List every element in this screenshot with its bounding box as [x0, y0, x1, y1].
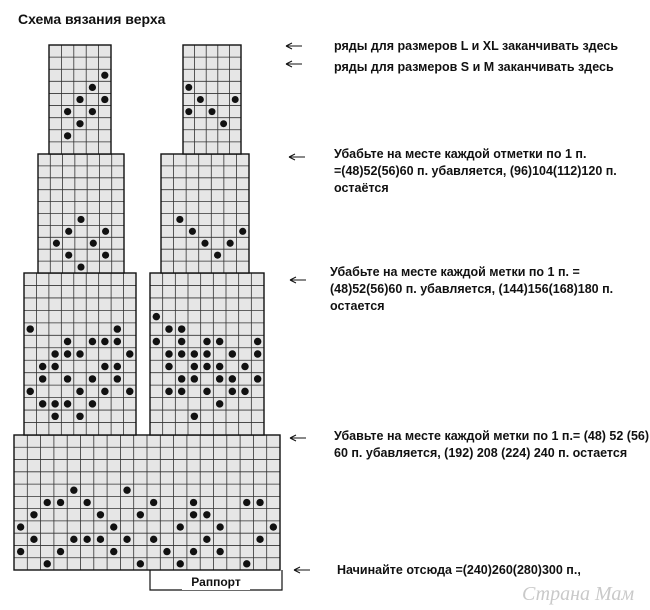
decrease-mark-dot	[102, 252, 109, 259]
decrease-mark-dot	[26, 388, 33, 395]
decrease-mark-dot	[209, 108, 216, 115]
decrease-mark-dot	[51, 413, 58, 420]
decrease-mark-dot	[178, 325, 185, 332]
decrease-mark-dot	[137, 511, 144, 518]
decrease-mark-dot	[76, 388, 83, 395]
decrease-mark-dot	[70, 536, 77, 543]
decrease-mark-dot	[216, 338, 223, 345]
decrease-mark-dot	[126, 350, 133, 357]
decrease-mark-dot	[65, 252, 72, 259]
decrease-mark-dot	[89, 400, 96, 407]
decrease-mark-dot	[243, 560, 250, 567]
decrease-mark-dot	[30, 536, 37, 543]
decrease-mark-dot	[97, 536, 104, 543]
knitting-chart	[14, 45, 280, 570]
decrease-mark-dot	[229, 350, 236, 357]
decrease-mark-dot	[178, 375, 185, 382]
decrease-mark-dot	[241, 388, 248, 395]
decrease-mark-dot	[64, 108, 71, 115]
decrease-mark-dot	[137, 560, 144, 567]
decrease-mark-dot	[39, 375, 46, 382]
decrease-mark-dot	[232, 96, 239, 103]
decrease-mark-dot	[256, 499, 263, 506]
chart-title: Схема вязания верха	[18, 11, 166, 27]
arrow-decrease-3	[290, 435, 306, 441]
decrease-mark-dot	[57, 499, 64, 506]
decrease-mark-dot	[64, 375, 71, 382]
decrease-mark-dot	[101, 72, 108, 79]
decrease-mark-dot	[220, 120, 227, 127]
decrease-mark-dot	[163, 548, 170, 555]
decrease-mark-dot	[89, 108, 96, 115]
decrease-mark-dot	[197, 96, 204, 103]
grid-section-bottom	[14, 435, 280, 570]
decrease-mark-dot	[165, 325, 172, 332]
decrease-mark-dot	[177, 560, 184, 567]
decrease-mark-dot	[214, 252, 221, 259]
decrease-mark-dot	[51, 363, 58, 370]
decrease-mark-dot	[216, 400, 223, 407]
decrease-mark-dot	[177, 523, 184, 530]
decrease-mark-dot	[178, 338, 185, 345]
decrease-mark-dot	[57, 548, 64, 555]
decrease-mark-dot	[101, 96, 108, 103]
decrease-mark-dot	[83, 499, 90, 506]
decrease-mark-dot	[39, 363, 46, 370]
decrease-mark-dot	[190, 548, 197, 555]
decrease-mark-dot	[90, 240, 97, 247]
decrease-mark-dot	[76, 96, 83, 103]
decrease-mark-dot	[114, 375, 121, 382]
decrease-mark-dot	[239, 228, 246, 235]
decrease-mark-dot	[17, 548, 24, 555]
decrease-mark-dot	[64, 132, 71, 139]
decrease-mark-dot	[110, 548, 117, 555]
note-decrease-3: Убавьте на месте каждой метки по 1 п.= (48) 52 (56) 60 п. убавляется, (192) 208 (224) 240 п. остается	[334, 429, 650, 460]
decrease-mark-dot	[26, 325, 33, 332]
decrease-mark-dot	[44, 499, 51, 506]
decrease-mark-dot	[89, 338, 96, 345]
decrease-mark-dot	[178, 388, 185, 395]
arrow-rows-s-m	[286, 61, 302, 67]
decrease-mark-dot	[64, 338, 71, 345]
note-rows-l-xl: ряды для размеров L и XL заканчивать здесь	[334, 39, 619, 53]
watermark: Страна Мам	[522, 583, 635, 605]
decrease-mark-dot	[216, 363, 223, 370]
decrease-mark-dot	[83, 536, 90, 543]
decrease-mark-dot	[114, 338, 121, 345]
grid-section-top-left	[49, 45, 111, 154]
decrease-mark-dot	[254, 375, 261, 382]
decrease-mark-dot	[165, 350, 172, 357]
decrease-mark-dot	[254, 350, 261, 357]
decrease-mark-dot	[203, 338, 210, 345]
decrease-mark-dot	[270, 523, 277, 530]
decrease-mark-dot	[65, 228, 72, 235]
decrease-mark-dot	[64, 400, 71, 407]
decrease-mark-dot	[77, 263, 84, 270]
decrease-mark-dot	[203, 350, 210, 357]
decrease-mark-dot	[76, 350, 83, 357]
decrease-mark-dot	[17, 523, 24, 530]
decrease-mark-dot	[89, 84, 96, 91]
decrease-mark-dot	[110, 523, 117, 530]
decrease-mark-dot	[185, 108, 192, 115]
decrease-mark-dot	[241, 363, 248, 370]
grid-section-upper-right	[161, 154, 249, 273]
rapport-label: Раппорт	[191, 575, 241, 589]
decrease-mark-dot	[53, 240, 60, 247]
decrease-mark-dot	[191, 375, 198, 382]
decrease-mark-dot	[101, 338, 108, 345]
arrow-decrease-1	[289, 154, 305, 160]
decrease-mark-dot	[97, 511, 104, 518]
note-decrease-1: Убабьте на месте каждой отметки по 1 п. =(48)52(56)60 п. убавляется, (96)104(112)120 п. остаётся	[334, 147, 617, 195]
decrease-mark-dot	[114, 325, 121, 332]
decrease-mark-dot	[216, 523, 223, 530]
decrease-mark-dot	[89, 375, 96, 382]
grid-section-upper-left	[38, 154, 124, 273]
decrease-mark-dot	[44, 560, 51, 567]
decrease-mark-dot	[30, 511, 37, 518]
decrease-mark-dot	[70, 487, 77, 494]
decrease-mark-dot	[153, 338, 160, 345]
decrease-mark-dot	[243, 499, 250, 506]
decrease-mark-dot	[227, 240, 234, 247]
decrease-mark-dot	[176, 216, 183, 223]
decrease-mark-dot	[191, 413, 198, 420]
decrease-mark-dot	[153, 313, 160, 320]
decrease-mark-dot	[178, 350, 185, 357]
decrease-mark-dot	[256, 536, 263, 543]
decrease-mark-dot	[51, 350, 58, 357]
grid-section-top-right	[183, 45, 241, 154]
decrease-mark-dot	[165, 363, 172, 370]
decrease-mark-dot	[77, 216, 84, 223]
grid-section-middle-left	[24, 273, 136, 435]
grid-section-middle-right	[150, 273, 264, 435]
decrease-mark-dot	[126, 388, 133, 395]
arrow-rows-l-xl	[286, 43, 302, 49]
decrease-mark-dot	[216, 548, 223, 555]
decrease-mark-dot	[76, 120, 83, 127]
decrease-mark-dot	[123, 487, 130, 494]
decrease-mark-dot	[165, 388, 172, 395]
decrease-mark-dot	[150, 499, 157, 506]
decrease-mark-dot	[203, 511, 210, 518]
decrease-mark-dot	[191, 350, 198, 357]
decrease-mark-dot	[101, 388, 108, 395]
decrease-mark-dot	[191, 363, 198, 370]
decrease-mark-dot	[203, 388, 210, 395]
decrease-mark-dot	[39, 400, 46, 407]
decrease-mark-dot	[254, 338, 261, 345]
decrease-mark-dot	[229, 375, 236, 382]
decrease-mark-dot	[114, 363, 121, 370]
decrease-mark-dot	[190, 511, 197, 518]
decrease-mark-dot	[64, 350, 71, 357]
note-start: Начинайте отсюда =(240)260(280)300 п.,	[337, 563, 581, 577]
decrease-mark-dot	[76, 413, 83, 420]
decrease-mark-dot	[123, 536, 130, 543]
decrease-mark-dot	[185, 84, 192, 91]
arrow-decrease-2	[290, 277, 306, 283]
decrease-mark-dot	[190, 499, 197, 506]
decrease-mark-dot	[201, 240, 208, 247]
decrease-mark-dot	[203, 363, 210, 370]
decrease-mark-dot	[51, 400, 58, 407]
arrow-start	[294, 567, 310, 573]
decrease-mark-dot	[101, 363, 108, 370]
decrease-mark-dot	[150, 536, 157, 543]
note-decrease-2: Убабьте на месте каждой метки по 1 п. = (48)52(56)60 п. убавляется, (144)156(168)180 п. остается	[330, 265, 614, 313]
decrease-mark-dot	[229, 388, 236, 395]
decrease-mark-dot	[102, 228, 109, 235]
decrease-mark-dot	[189, 228, 196, 235]
decrease-mark-dot	[203, 536, 210, 543]
note-rows-s-m: ряды для размеров S и M заканчивать здесь	[334, 60, 614, 74]
decrease-mark-dot	[216, 375, 223, 382]
rapport-bracket	[150, 570, 282, 590]
